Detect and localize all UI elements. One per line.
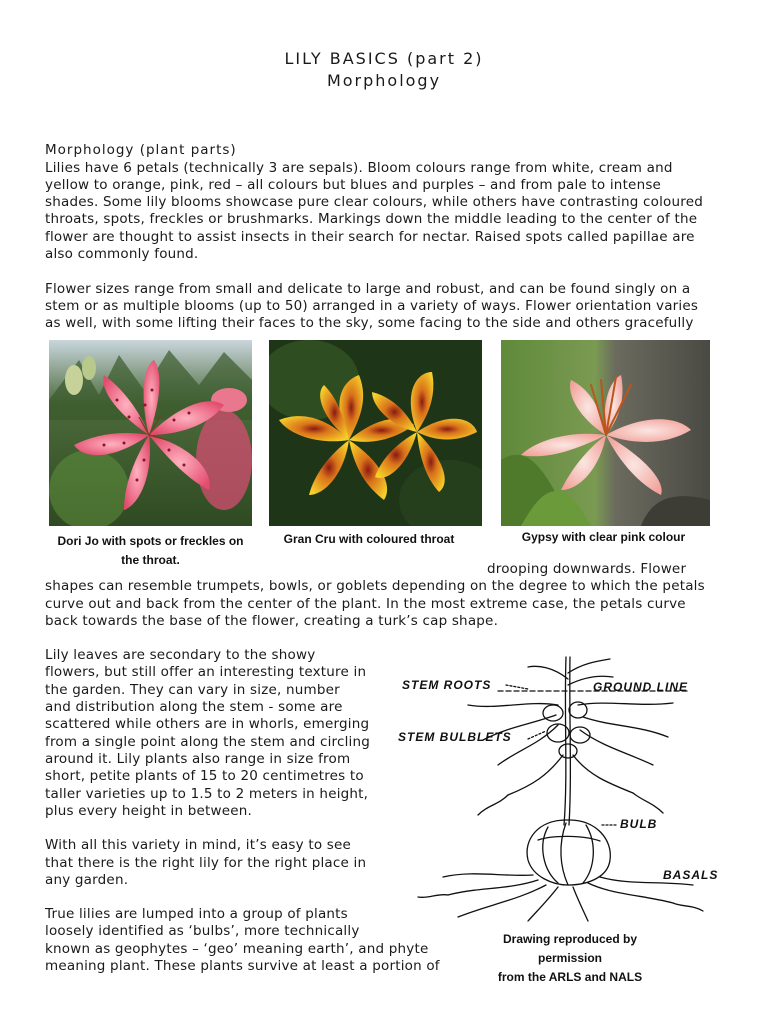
text-line: short, petite plants of 15 to 20 centimetres to [45, 768, 364, 784]
label-stem-roots: STEM ROOTS [402, 678, 492, 692]
label-basals: BASALS [663, 868, 719, 882]
caption-line: the throat. [121, 553, 180, 567]
text-line: True lilies are lumped into a group of plants [45, 906, 348, 922]
caption-line: Gran Cru with coloured throat [283, 532, 455, 546]
text-line: loosely identified as ‘bulbs’, more technically [45, 923, 360, 939]
text-line: scattered while others are in whorls, emerging [45, 716, 370, 732]
text-line: Lilies have 6 petals (technically 3 are sepals). Bloom colours range from white, cream and [45, 160, 673, 176]
photo-gran-cru [269, 340, 482, 526]
text-line: throats, spots, freckles or brushmarks. Markings down the middle leading to the center of the [45, 211, 698, 227]
text-line: shapes can resemble trumpets, bowls, or goblets depending on the degree to which the petals [45, 578, 705, 594]
text-line: as well, with some lifting their faces to the sky, some facing to the side and others gracefully [45, 315, 694, 331]
text-line: that there is the right lily for the right place in [45, 855, 367, 871]
photo-caption-gran-cru [269, 530, 469, 549]
text-line: drooping downwards. Flower [487, 561, 687, 577]
text-line: and distribution along the stem - some are [45, 699, 343, 715]
caption-line: from the ARLS and NALS [497, 970, 643, 984]
text-line: Lily leaves are secondary to the showy [45, 647, 316, 663]
photo-gypsy [501, 340, 710, 526]
text-line: known as geophytes – ‘geo’ meaning earth’, and phyte [45, 941, 429, 957]
text-line: stem or as multiple blooms (up to 50) arranged in a variety of ways. Flower orientation varies [45, 298, 699, 314]
text-line: back towards the base of the flower, creating a turk’s cap shape. [45, 613, 499, 629]
text-line: around it. Lily plants also range in size from [45, 751, 351, 767]
page-title: LILY BASICS (part 2) [284, 49, 484, 68]
label-ground-line: GROUND LINE [593, 680, 688, 694]
text-line: any garden. [45, 872, 129, 888]
label-bulb: BULB [620, 817, 658, 831]
text-line: Flower sizes range from small and delicate to large and robust, and can be found singly on a [45, 281, 691, 297]
photo-caption-gypsy [501, 528, 706, 547]
text-line: shades. Some lily blooms showcase pure clear colours, while others have contrasting coloured [45, 194, 704, 210]
text-line: the garden. They can vary in size, number [45, 682, 340, 698]
caption-line: Dori Jo with spots or freckles on [57, 534, 244, 548]
text-line: yellow to orange, pink, red – all colours but blues and purples – and from pale to intense [45, 177, 662, 193]
text-line: With all this variety in mind, it’s easy to see [45, 837, 352, 853]
text-line: flower are thought to assist insects in their search for nectar. Raised spots called papillae are [45, 229, 695, 245]
text-line: plus every height in between. [45, 803, 253, 819]
page-subtitle: Morphology [326, 71, 442, 90]
caption-line: Gypsy with clear pink colour [521, 530, 686, 544]
label-stem-bulblets: STEM BULBLETS [398, 730, 512, 744]
lily-plant-drawing [388, 655, 720, 923]
text-line: from a single point along the stem and circling [45, 734, 371, 750]
section-heading: Morphology (plant parts) [45, 142, 237, 158]
photo-dori-jo [49, 340, 252, 526]
caption-line: Drawing reproduced by permission [502, 932, 638, 965]
text-line: taller varieties up to 1.5 to 2 meters in height, [45, 786, 369, 802]
text-line: also commonly found. [45, 246, 199, 262]
text-line: curve out and back from the center of the plant. In the most extreme case, the petals curve [45, 596, 686, 612]
drawing-caption [470, 930, 670, 987]
text-line: meaning plant. These plants survive at least a portion of [45, 958, 440, 974]
text-line: flowers, but still offer an interesting texture in [45, 664, 367, 680]
photo-caption-dori-jo [49, 532, 252, 570]
